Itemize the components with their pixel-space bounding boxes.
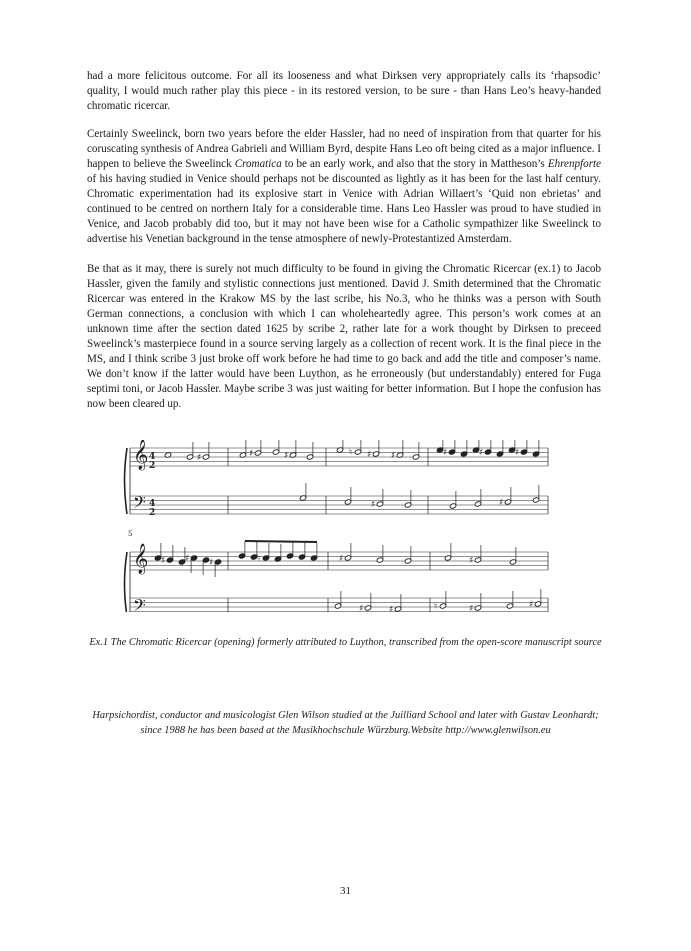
natural-icon: ♮ — [257, 554, 261, 564]
time-signature-bass-top: 4 — [149, 499, 156, 509]
author-bio-line-2: since 1988 he has been based at the Musikhochschule Würzburg.Website http://www.glenwilson.eu — [140, 725, 551, 736]
sharp-icon: ♯ — [367, 450, 372, 460]
music-example-score — [118, 440, 558, 612]
example-caption: Ex.1 The Chromatic Ricercar (opening) formerly attributed to Luython, transcribed from the open-score manuscript source — [89, 637, 602, 648]
svg-text:𝄢: 𝄢 — [133, 492, 146, 516]
body-paragraph-3 — [87, 262, 601, 412]
sharp-icon: ♯ — [389, 605, 394, 612]
sharp-icon: ♯ — [161, 556, 166, 566]
sharp-icon: ♯ — [515, 448, 520, 458]
svg-text:𝄞: 𝄞 — [133, 440, 149, 470]
body-paragraph-2 — [87, 127, 601, 247]
sharp-icon: ♯ — [339, 554, 344, 564]
italic-title: Cromatica — [234, 158, 282, 170]
sharp-icon: ♯ — [479, 448, 484, 458]
treble-clef-icon-system-2 — [133, 543, 148, 575]
sharp-icon: ♯ — [197, 453, 202, 463]
bass-clef-icon — [133, 492, 146, 516]
text-run: of his having studied in Venice should perhaps not be discounted as lightly as it has been for the last half century. Chromatic experimentation had its explosive start in Venice with Adrian Willaert’s ‘Quid non ebrietas’ and continued to be centred on northern Italy for a considerable time. Hans Leo Hassler was proud to have studied in Venice, and Jacob probably did too, but it may not have been wise for a Catholic sympathizer like Sweelinck to advertise his Venetian background in the tense atmosphere of newly-Protestantized Amsterdam. — [87, 173, 601, 245]
sharp-icon: ♯ — [443, 448, 448, 458]
author-bio — [70, 708, 621, 738]
text-run: Certainly Sweelinck, born two years before the elder Hassler, had no need of inspiration from that quarter for his coruscating synthesis of Andrea Gabrieli and William Byrd, despite Hans Leo oft being cited as a major influence. I happen to believe the Sweelinck — [87, 128, 601, 170]
body-paragraph-1 — [87, 69, 601, 114]
time-signature-treble-bottom: 2 — [149, 461, 156, 471]
sharp-icon: ♯ — [371, 500, 376, 510]
page-number: 31 — [340, 885, 351, 897]
natural-icon: ♮ — [434, 602, 438, 612]
system-brace — [125, 552, 128, 612]
sharp-icon: ♯ — [249, 449, 254, 459]
score-staves — [125, 448, 549, 612]
sharp-icon: ♯ — [209, 558, 214, 568]
bass-clef-icon-system-2 — [133, 595, 146, 612]
treble-clef-icon — [133, 440, 148, 471]
time-signature-bass-bottom: 2 — [149, 508, 156, 518]
sharp-icon: ♯ — [529, 600, 534, 610]
sharp-icon: ♯ — [469, 604, 474, 612]
svg-text:𝄞: 𝄞 — [133, 544, 149, 574]
italic-title: Ehrenpforte — [547, 158, 602, 170]
sharp-icon: ♯ — [359, 604, 364, 612]
measure-number: 5 — [128, 530, 133, 538]
text-run: Be that as it may, there is surely not much difficulty to be found in giving the Chromatic Ricercar (ex.1) to Jacob Hassler, given the family and stylistic connections just mentioned. David J. Smith determined that the Chromatic Ricercar was entered in the Krakow MS by the last scribe, his No.3, who he thinks was a person with South German connections, a conclusion with which I can wholeheartedly agree. This person’s work comes at an unknown time after the section dated 1625 by scribe 2, rather late for a work thought by Dirksen to preceed Sweelinck’s masterpiece found in a source serving largely as a collection of recent work. It is the final piece in the MS, and I think scribe 3 just broke off work before he had time to go back and add the title and composer’s name. We don’t know if the latter would have been Luython, as he erroneously (but understandably) entered for Fuga septimi toni, or Jacob Hassler. Maybe scribe 3 was just waiting for better information. But I hope the confusion has now been cleared up. — [87, 263, 601, 410]
text-run: had a more felicitous outcome. For all its looseness and what Dirksen very appropriately calls its ‘rhapsodic’ quality, I would much rather play this piece - in its restored version, to be sure - than Hans Leo’s heavy-handed chromatic ricercar. — [87, 70, 601, 112]
text-run: to be an early work, and also that the story in Mattheson’s — [281, 158, 548, 170]
sharp-icon: ♯ — [185, 554, 190, 564]
sharp-icon: ♯ — [284, 451, 289, 461]
author-bio-line-1: Harpsichordist, conductor and musicologist Glen Wilson studied at the Juilliard School and later with Gustav Leonhardt; — [92, 710, 599, 721]
beam — [245, 541, 317, 542]
time-signature-treble-top: 4 — [149, 452, 156, 462]
system-brace — [125, 448, 128, 514]
natural-icon: ♮ — [349, 448, 353, 458]
sharp-icon: ♯ — [469, 556, 474, 566]
sharp-icon: ♯ — [391, 451, 396, 461]
svg-text:𝄢: 𝄢 — [133, 595, 146, 612]
sharp-icon: ♯ — [499, 498, 504, 508]
